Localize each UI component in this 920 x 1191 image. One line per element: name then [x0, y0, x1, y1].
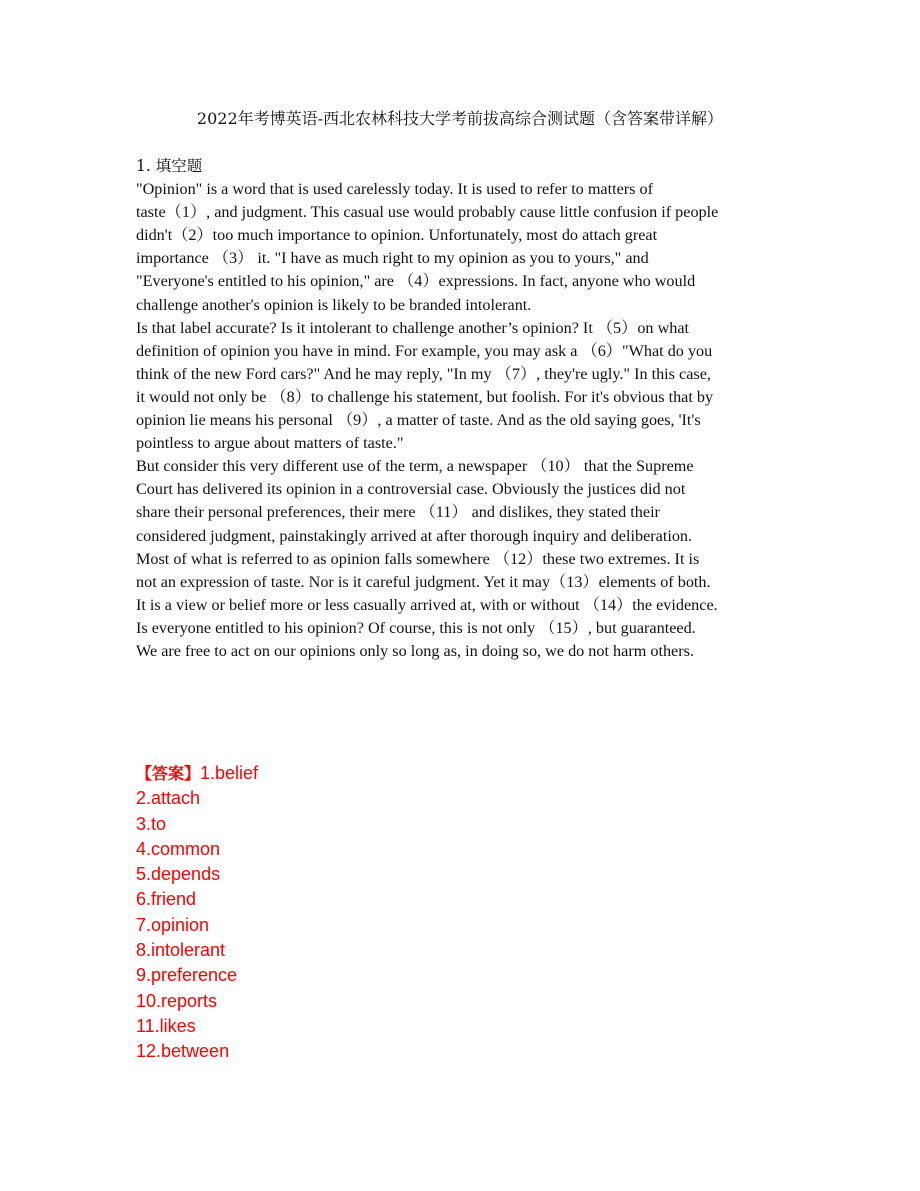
answer-item: 9.preference — [136, 965, 238, 986]
passage-line: "Opinion" is a word that is used carelessly today. It is used to refer to matters of — [136, 180, 654, 199]
answer-item: 4.common — [136, 838, 221, 859]
answer-item: 6.friend — [136, 889, 197, 910]
passage-line: not an expression of taste. Nor is it careful judgment. Yet it may（13）elements of both. — [136, 572, 711, 591]
answer-item: 11.likes — [136, 1015, 196, 1036]
passage-line: "Everyone's entitled to his opinion," are （4）expressions. In fact, anyone who would — [136, 272, 696, 291]
passage-line: challenge another's opinion is likely to be branded intolerant. — [136, 295, 532, 314]
passage-line: didn't（2）too much importance to opinion. Unfortunately, most do attach great — [136, 226, 658, 245]
answer-item: 7.opinion — [136, 914, 210, 935]
passage-line: considered judgment, painstakingly arrived at after thorough inquiry and deliberation. — [136, 526, 693, 545]
answer-label: 【答案】 — [136, 764, 201, 783]
passage-line: We are free to act on our opinions only so long as, in doing so, we do not harm others. — [136, 641, 694, 660]
passage-line: Court has delivered its opinion in a controversial case. Obviously the justices did not — [136, 480, 686, 499]
answer-item: 2.attach — [136, 788, 201, 809]
passage-line: it would not only be （8）to challenge his statement, but foolish. For it's obvious that by — [136, 387, 714, 406]
document-title: 2022年考博英语-西北农林科技大学考前拔高综合测试题（含答案带详解） — [196, 109, 724, 128]
passage-line: importance （3） it. "I have as much right to my opinion as you to yours," and — [136, 249, 649, 268]
passage-line: Is everyone entitled to his opinion? Of course, this is not only （15）, but guaranteed. — [136, 618, 696, 637]
question-body — [136, 155, 796, 663]
answer-item: 8.intolerant — [136, 940, 226, 961]
question-label: 1. 填空题 — [136, 157, 203, 175]
answer-item: 10.reports — [136, 990, 218, 1011]
answer-item — [136, 761, 258, 786]
passage-line: Most of what is referred to as opinion falls somewhere （12）these two extremes. It is — [136, 549, 700, 568]
passage-line: pointless to argue about matters of taste." — [136, 434, 404, 453]
answer-item: 5.depends — [136, 864, 221, 885]
answer-item: 12.between — [136, 1041, 230, 1062]
passage-line: think of the new Ford cars?" And he may reply, "In my （7）, they're ugly." In this case, — [136, 364, 711, 383]
passage-line: But consider this very different use of the term, a newspaper （10） that the Supreme — [136, 457, 694, 476]
passage-line: opinion lie means his personal （9）, a matter of taste. And as the old saying goes, 'It's — [136, 411, 701, 430]
answer-item: 3.to — [136, 813, 167, 834]
passage-line: It is a view or belief more or less casually arrived at, with or without （14）the evidence. — [136, 595, 718, 614]
passage-line: taste（1）, and judgment. This casual use would probably cause little confusion if people — [136, 203, 719, 222]
passage-line: Is that label accurate? Is it intolerant to challenge another’s opinion? It （5）on what — [136, 318, 690, 337]
passage-line: definition of opinion you have in mind. For example, you may ask a （6）"What do you — [136, 341, 713, 360]
passage-line: share their personal preferences, their mere （11） and dislikes, they stated their — [136, 503, 660, 522]
answer-text: 1.belief — [200, 763, 259, 783]
answer-block — [136, 761, 258, 1065]
